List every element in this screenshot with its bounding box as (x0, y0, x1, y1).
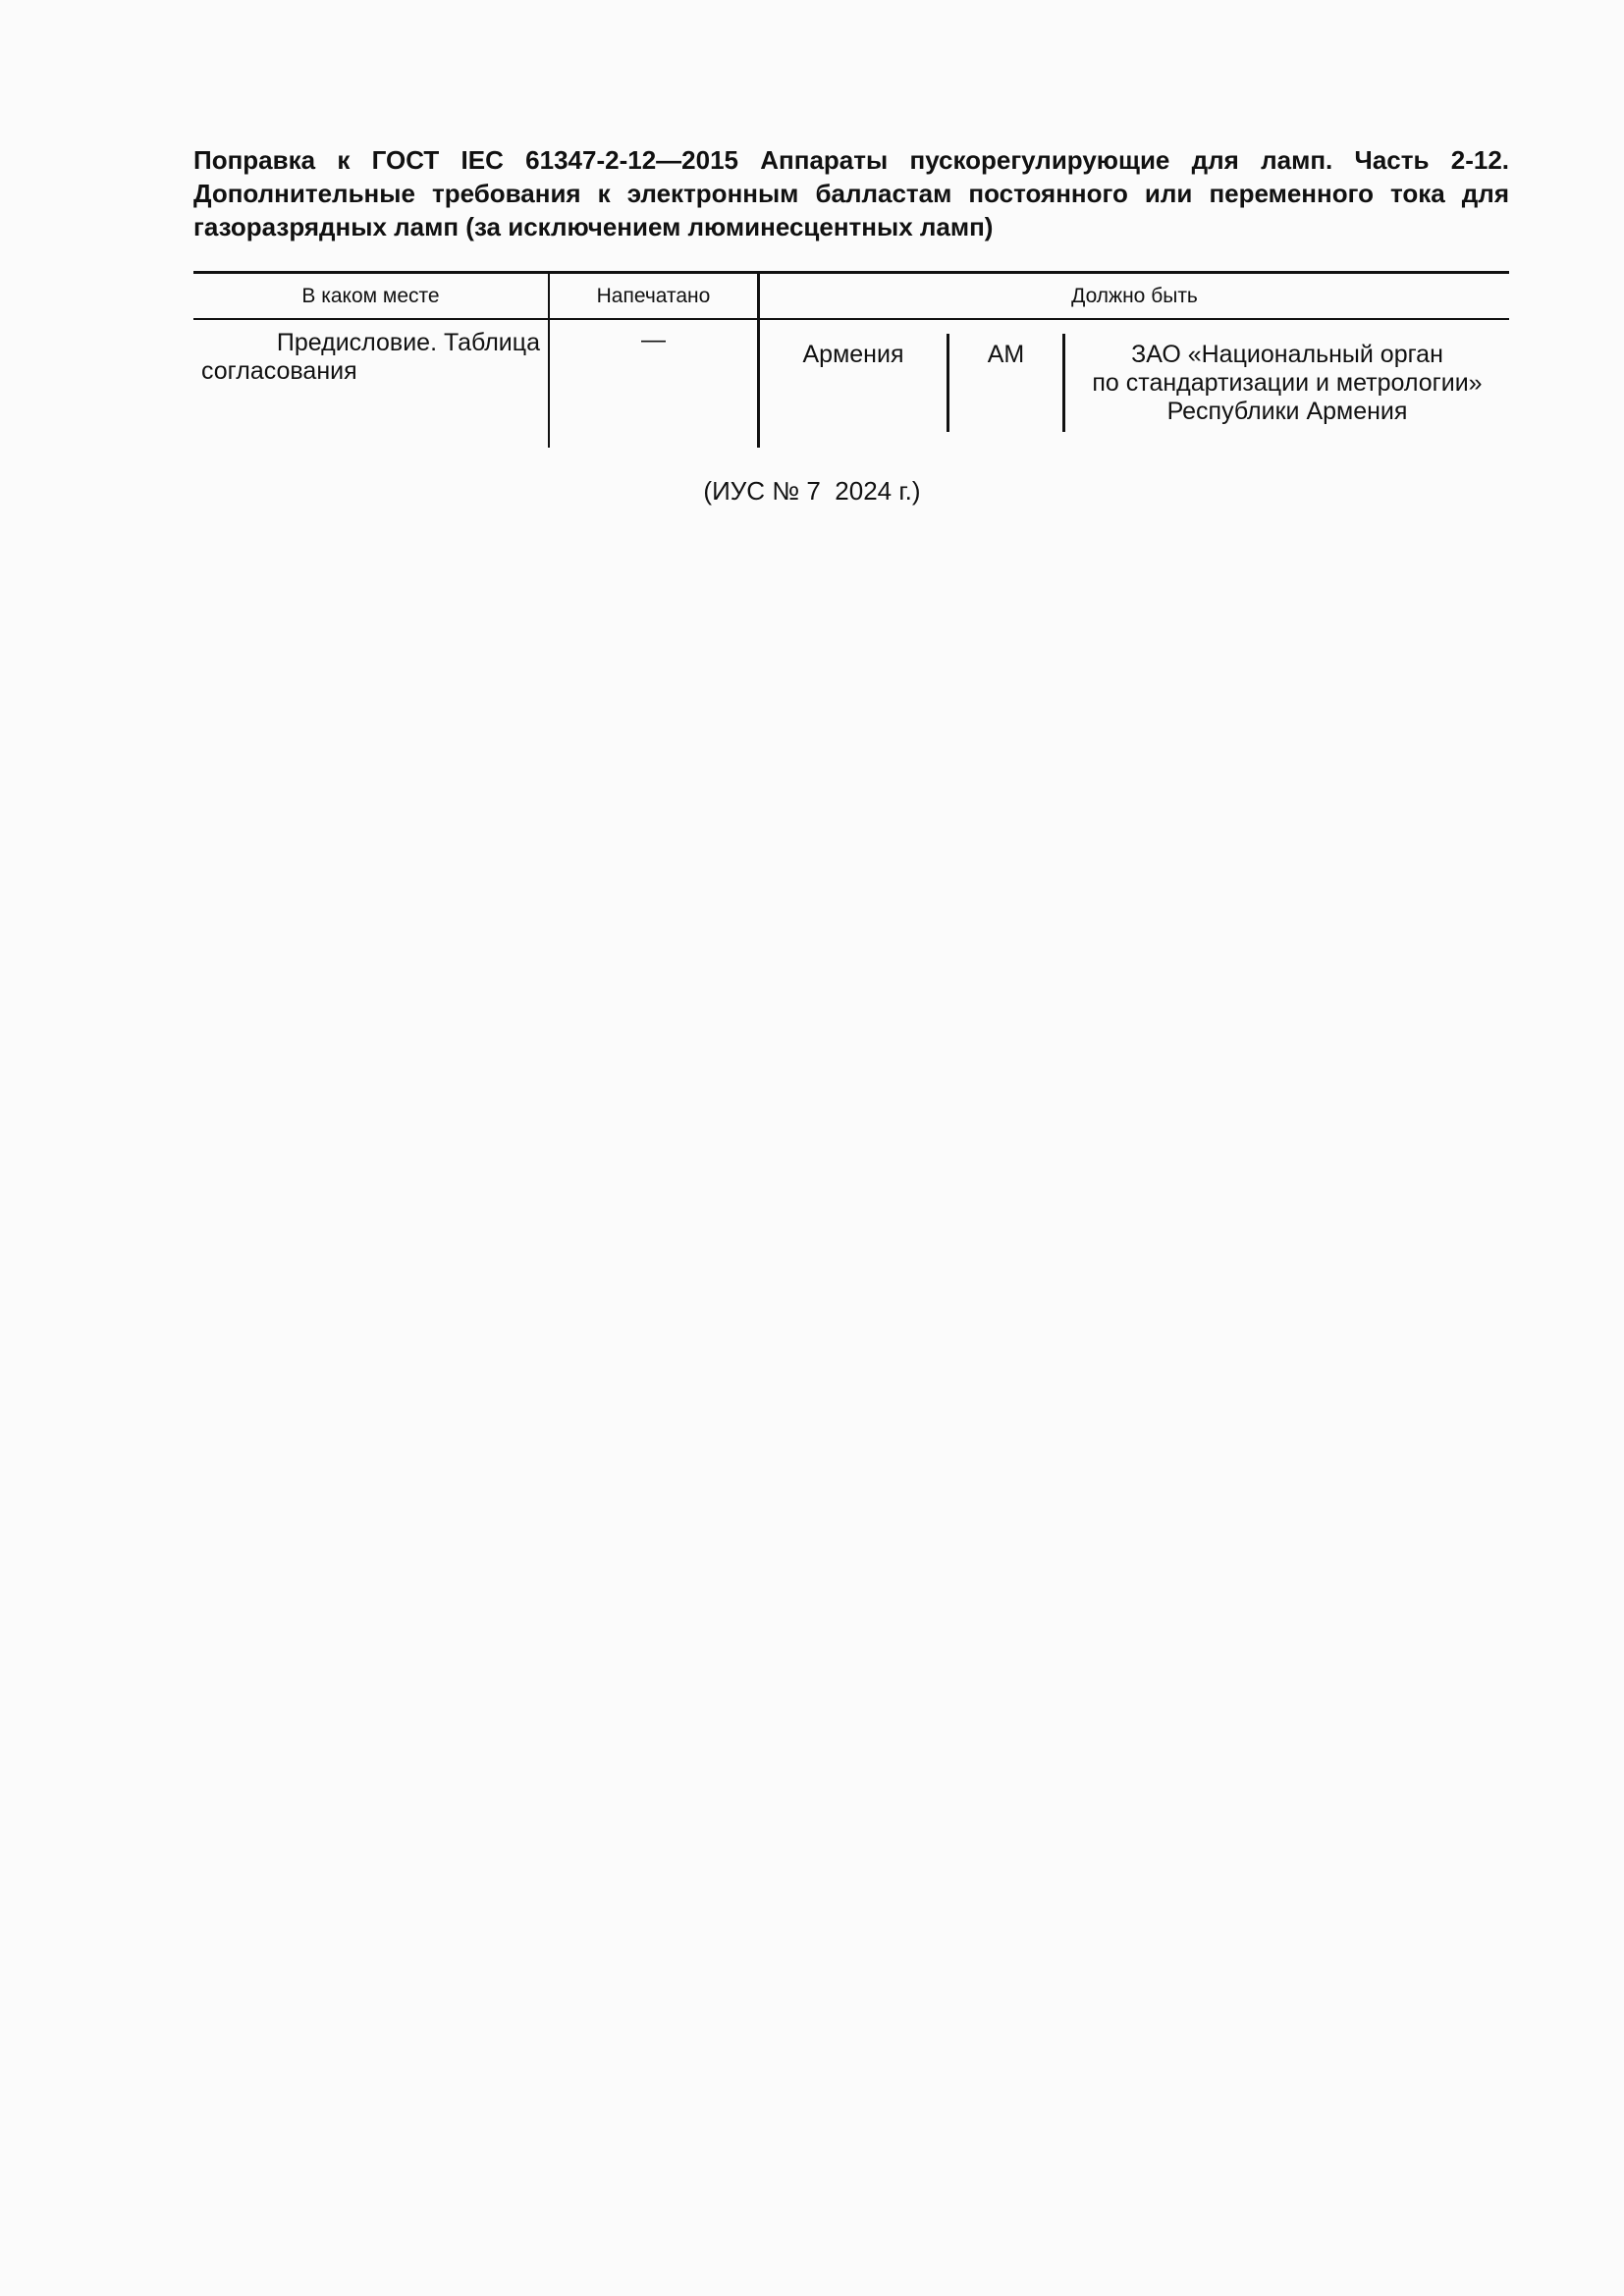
document-title: Поправка к ГОСТ IEC 61347-2-12—2015 Аппараты пускорегулирующие для ламп. Часть 2-12. Дополнительные требования к электронным балластам постоянного или переменного тока для газоразрядных ламп (за исключением люминесцентных ламп) (193, 145, 1509, 241)
location-line-1: Предисловие. Таблица (276, 329, 540, 356)
ius-reference: (ИУС № 7 2024 г.) (703, 476, 921, 506)
header-should-be: Должно быть (1071, 285, 1198, 307)
location-line-2: согласования (201, 357, 357, 385)
table-header-rule (193, 318, 1509, 320)
organization-line-2: по стандартизации и метрологии» (1092, 369, 1483, 397)
amendment-table (193, 271, 1509, 448)
organization-name (1065, 341, 1509, 426)
header-printed: Напечатано (596, 285, 711, 307)
table-row (201, 329, 540, 386)
organization-line-1: ЗАО «Национальный орган (1131, 341, 1443, 368)
country-name: Армения (802, 341, 904, 368)
header-location: В каком месте (301, 285, 440, 307)
publication-reference (0, 475, 1624, 507)
country-code: AM (987, 341, 1025, 368)
printed-value: — (641, 326, 666, 353)
table-top-rule (193, 271, 1509, 274)
organization-line-3: Республики Армения (1166, 398, 1408, 425)
